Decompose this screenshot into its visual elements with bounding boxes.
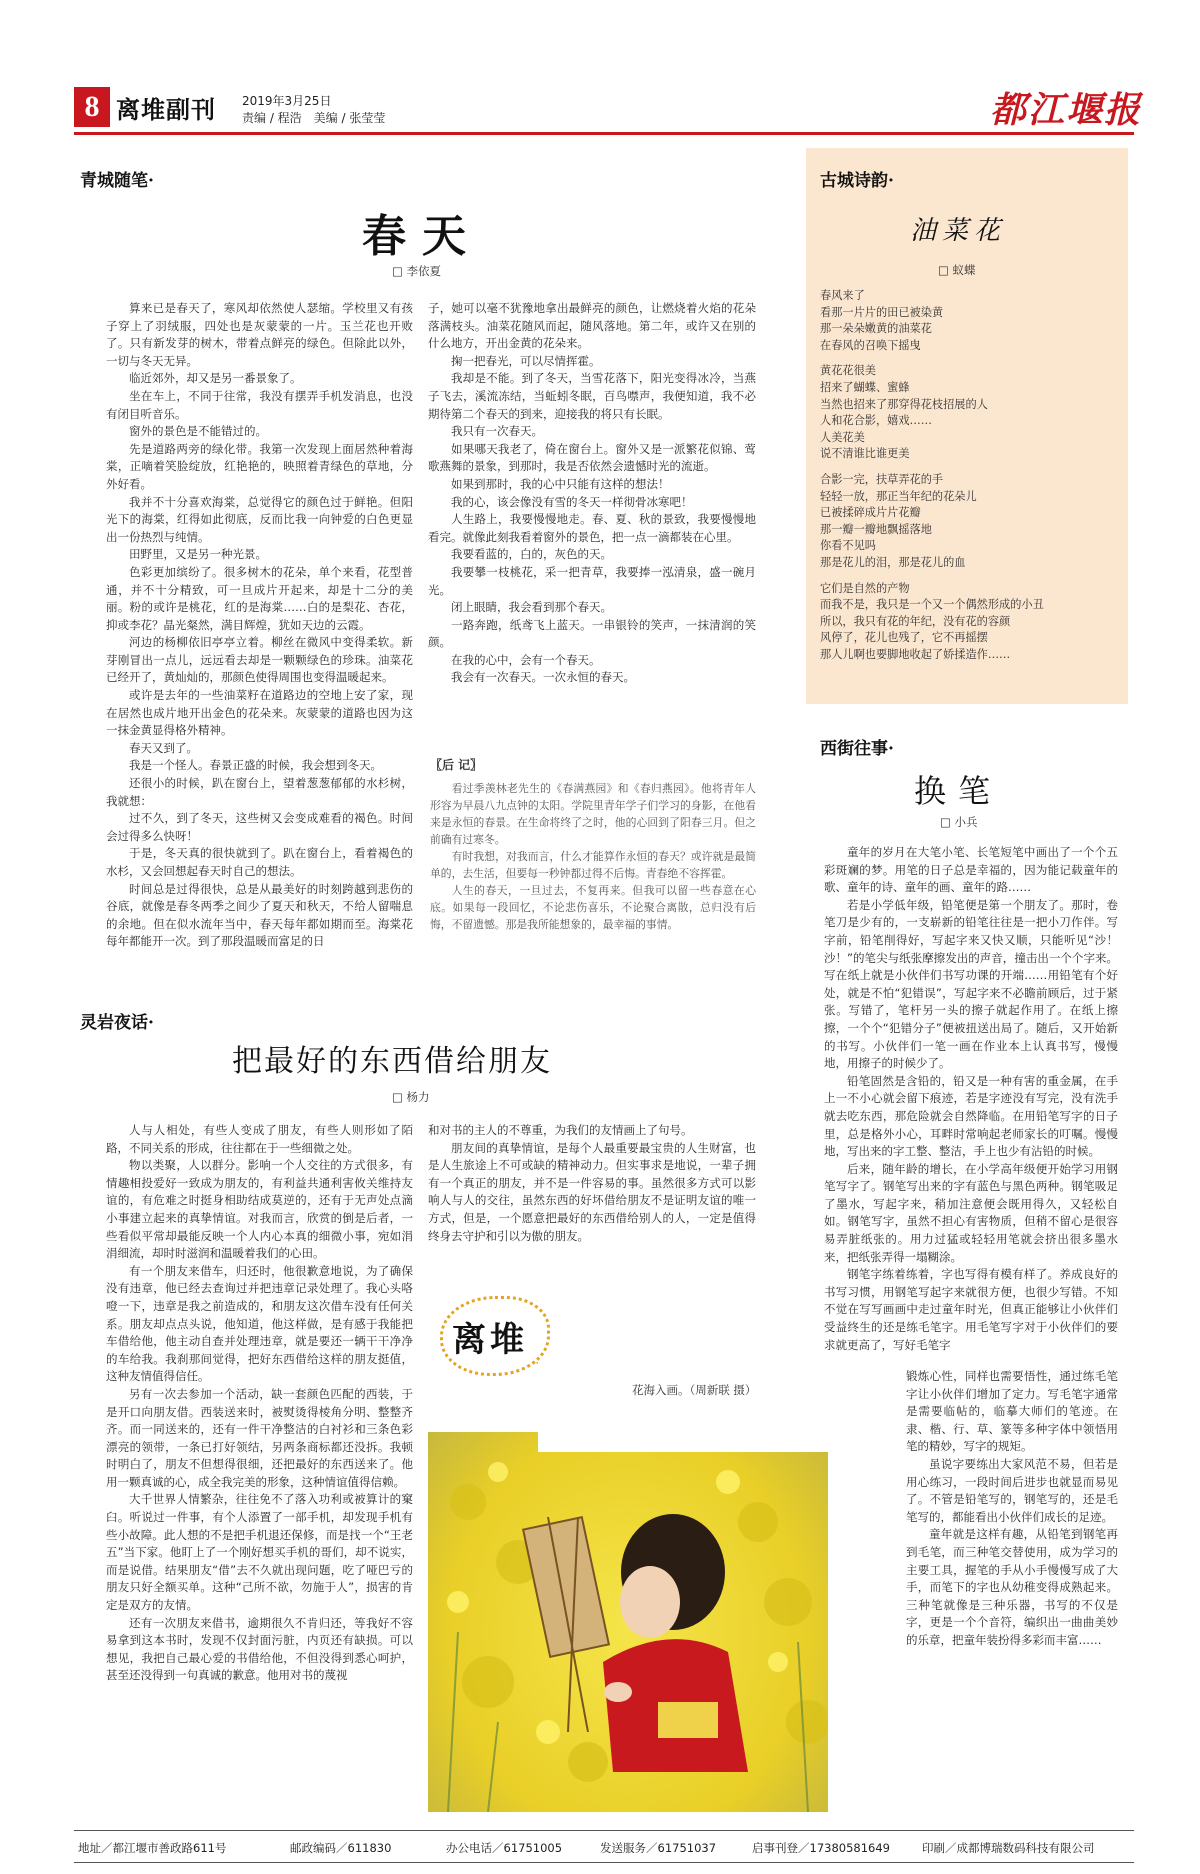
footer-address: 地址／都江堰市善政路611号 [78,1841,227,1855]
header-rule [74,132,1134,135]
postscript-text: 看过季羡林老先生的《春满燕园》和《春归燕园》。他将青年人形容为早晨八九点钟的太阳。学院里青年学子们学习的身影，在他看来是永恒的春景。在生命将终了之时，他的心回到了阳春三月。但之前确有过寒冬。 有时我想，对我而言，什么才能算作永恒的春天？或许就是最简单的，去生活，但要每一秒钟都过得不后悔。青春绝不容挥霍。 人生的春天，一旦过去，不复再来。但我可以留一些春意在心底。如果每一段回忆，不论悲伤喜乐，不论聚合离散，总归没有后悔，不留遗憾。那是我所能想象的，最幸福的事情。 [430,782,756,931]
byline-pen: □ 小兵 [940,815,978,829]
postscript-label: 〖后 记〗 [430,758,483,772]
article-title-spring: 春天 [362,211,482,262]
photo-frame [428,1302,828,1812]
footer-postcode: 邮政编码／611830 [290,1841,392,1855]
footer-rule [74,1830,1134,1831]
photo-title: 离堆 [452,1320,528,1360]
column-tag-gucheng: 古城诗韵· [820,171,894,191]
byline-friend: □ 杨力 [392,1090,430,1104]
column-tag-qingcheng: 青城随笔· [80,171,154,191]
page-number: 8 [74,87,110,127]
article-title-friend: 把最好的东西借给朋友 [232,1044,552,1079]
poem-body: 春风来了 看那一片片的田已被染黄 那一朵朵嫩黄的油菜花 在春风的召唤下摇曳 黄花花很美 招来了蝴蝶、蜜蜂 当然也招来了那穿得花枝招展的人 人和花合影，嬉戏…… 人美花美 说不清谁比谁更美 合影一完，扶草弄花的手 轻轻一放，那正当年纪的花朵儿 已被揉碎成片片花瓣 那一瓣一瓣地飘摇落地 你看不见吗 那是花儿的泪，那是花儿的血 它们是自然的产物 而我不是，我只是一个又一个偶然形成的小丑 所以，我只有花的年纪，没有花的容颜 风停了，花儿也残了，它不再摇摆 那人儿啊也要脚地收起了娇揉造作…… [820,289,1044,661]
footer-office-phone: 办公电话／61751005 [446,1841,563,1855]
byline-poem: □ 蚁蝶 [938,263,976,277]
column-tag-xijie: 西街往事· [820,739,894,759]
article-friend-left: 人与人相处，有些人变成了朋友，有些人则形如了陌路，不同关系的形成，往往都在于一些细微之处。 物以类聚，人以群分。影响一个人交往的方式很多，有情趣相投爱好一致成为朋友的，有利益共通利害攸关维持友谊的，有危难之时挺身相助结成莫逆的，还有于无声处点滴小事建立起来的真挚情谊。对我而言，欣赏的倒是后者，一些看似平常却最能反映一个人内心本真的细微小事，宛如涓涓细流，却时时滋润和温暖着我们的心田。 有一个朋友来借车，归还时，他很歉意地说，为了确保没有违章，他已经去查询过并把违章记录处理了。我心头咯噔一下，违章是我之前造成的，和朋友这次借车没有任何关系。朋友却点点头说，他知道，他这样做，是有感于我能把车借给他，他主动自查并处理违章，就是要还一辆干干净净的车给我。我刹那间觉得，把好东西借给这样的朋友挺值，这种友情值得信任。 另有一次去参加一个活动，缺一套颜色匹配的西装，于是开口向朋友借。西装送来时，被熨烫得棱角分明、整整齐齐。而一同送来的，还有一件干净整洁的白衬衫和三条色彩漂亮的领带，一条已打好领结，另两条商标都还没拆。我顿时明白了，朋友不但想得很细，还把最好的东西送来了。他用一颗真诚的心，成全我完美的形象，这种情谊值得信赖。 大千世界人情繁杂，往往免不了落入功利或被算计的窠臼。听说过一件事，有个人添置了一部手机，却发现手机有些小故障。此人想的不是把手机退还保修，而是找一个“王老五”当下家。他盯上了一个刚好想买手机的哥们，却不说实，而是说借。结果朋友“借”去不久就出现问题，吃了哑巴亏的朋友只好全额买单。这种“己所不欲，勿施于人”，损害的肯定是双方的友情。 还有一次朋友来借书，逾期很久不肯归还，等我好不容易拿到这本书时，发现不仅封面污脏，内页还有缺损。可以想见，我把自己最心爱的书借给他，不但没得到悉心呵护，甚至还没得到一句真诚的歉意。他用对书的蔑视 [106,1123,413,1683]
article-friend-right: 和对书的主人的不尊重，为我们的友情画上了句号。 朋友间的真挚情谊，是每个人最重要最宝贵的人生财富，也是人生旅途上不可或缺的精神动力。但实事求是地说，一辈子拥有一个真正的朋友，并不是一件容易的事。虽然很多方式可以影响人与人的交往，虽然东西的好坏借给朋友不是证明友谊的唯一方式，但是，一个愿意把最好的东西借给别人的人，一定是值得终身去守护和引以为傲的朋友。 [428,1123,756,1243]
editors: 责编 / 程浩 美编 / 张莹莹 [242,111,386,125]
article-title-pen: 换笔 [914,772,1003,810]
issue-date: 2019年3月25日 [242,94,332,108]
footer-bottom-rule [74,1862,1134,1863]
article-spring-left: 算来已是春天了，寒风却依然使人瑟缩。学校里又有孩子穿上了羽绒服，四处也是灰蒙蒙的一片。玉兰花也开败了。只有新发芽的树木，带着点鲜亮的绿色。但除此以外，一切与冬天无异。 临近郊外，却又是另一番景象了。 坐在车上，不同于往常，我没有摆弄手机发消息，也没有闭目听音乐。 窗外的景色是不能错过的。 先是道路两旁的绿化带。我第一次发现上面居然种着海棠，正嘀着笑脸绽放，红艳艳的，映照着青绿色的草地，分外好看。 我并不十分喜欢海棠，总觉得它的颜色过于鲜艳。但阳光下的海棠，红得如此彻底，反而比我一向钟爱的白色更显出一份热烈与纯情。 田野里，又是另一种光景。 色彩更加缤纷了。很多树木的花朵，单个来看，花型普通，并不十分精致，可一旦成片开起来，却是十二分的美丽。粉的或许是桃花，红的是海棠……白的是梨花、杏花，抑或李花？晶光粲然，满目辉煌，犹如天边的云霞。 河边的杨柳依旧亭亭立着。柳丝在微风中变得柔软。新芽刚冒出一点儿，远远看去却是一颗颗绿色的珍珠。油菜花已经开了，黄灿灿的，那颜色使得周围也变得温暖起来。 或许是去年的一些油菜籽在道路边的空地上安了家，现在居然也成片地开出金色的花朵来。灰蒙蒙的道路也因为这一抹金黄显得格外精神。 春天又到了。 我是一个怪人。春景正盛的时候，我会想到冬天。 还很小的时候，趴在窗台上，望着葱葱郁郁的水杉树，我就想： 过不久，到了冬天，这些树又会变成难看的褐色。时间会过得多么快呀！ 于是，冬天真的很快就到了。趴在窗台上，看着褐色的水杉，又会回想起春天时自己的想法。 时间总是过得很快，总是从最美好的时刻跨越到悲伤的谷底，就像是春冬两季之间少了夏天和秋天，不给人留喘息的余地。但在似水流年当中，春天每年都如期而至。海棠花每年都能开一次。到了那段温暖而富足的日 [106,301,413,949]
column-tag-lingyan: 灵岩夜话· [80,1013,154,1033]
poem-title: 油菜花 [910,216,1007,246]
footer-printer: 印刷／成都博瑞数码科技有限公司 [922,1841,1095,1855]
masthead-logo: 都江堰报 [990,89,1143,131]
article-spring-right: 子，她可以毫不犹豫地拿出最鲜亮的颜色，让燃烧着火焰的花朵落满枝头。油菜花随风而起，随风落地。第二年，或许又在别的什么地方，开出金黄的花朵来。 掬一把春光，可以尽情挥霍。 我却是不能。到了冬天，当雪花落下，阳光变得冰冷，当燕子飞去，溪流冻结，当蚯蚓冬眠，百鸟噤声，我便知道，我不必期待第二个春天的到来，迎接我的将只有长眠。 我只有一次春天。 如果哪天我老了，倚在窗台上。窗外又是一派繁花似锦、莺歌燕舞的景象，到那时，我是否依然会遗憾时光的流逝。 如果到那时，我的心中只能有这样的想法！ 我的心，该会像没有雪的冬天一样彻骨冰寒吧！ 人生路上，我要慢慢地走。春、夏、秋的景致，我要慢慢地看完。就像此刻我看着窗外的景色，把一点一滴都装在心里。 我要看蓝的，白的，灰色的天。 我要攀一枝桃花，采一把青草，我要捧一泓清泉，盛一碗月光。 闭上眼睛，我会看到那个春天。 一路奔跑，纸鸢飞上蓝天。一串银铃的笑声，一抹清润的笑颜。 在我的心中，会有一个春天。 我会有一次春天。一次永恒的春天。 [428,301,756,685]
footer-ads: 启事刊登／17380581649 [752,1841,890,1855]
article-pen-bottom: 锻炼心性，同样也需要悟性，通过练毛笔字让小伙伴们增加了定力。写毛笔字通常是需要临帖的，临摹大师们的笔迹。在隶、楷、行、草、篆等多种字体中领悟用笔的精妙，写字的规矩。 虽说字要练出大家风范不易，但若是用心练习，一段时间后进步也就显而易见了。不管是铅笔写的，钢笔写的，还是毛笔写的，都能看出小伙伴们成长的足迹。 童年就是这样有趣，从铅笔到钢笔再到毛笔，而三种笔交替使用，成为学习的主要工具，握笔的手从小手慢慢写成了大手，而笔下的字也从幼稚变得成熟起来。三种笔就像是三种乐器，书写的不仅是字，更是一个个音符，编织出一曲曲美妙的乐章，把童年装扮得多彩而丰富…… [906,1369,1118,1647]
section-name: 离堆副刊 [116,96,216,124]
byline-spring: □ 李依夏 [392,264,442,278]
photo-image [428,1302,828,1812]
footer-distribution: 发送服务／61751037 [600,1841,717,1855]
article-pen-top: 童年的岁月在大笔小笔、长笔短笔中画出了一个个五彩斑斓的梦。用笔的日子总是幸福的，因为能记载童年的歌、童年的诗、童年的画、童年的路…… 若是小学低年级，铅笔便是第一个朋友了。那时，卷笔刀是少有的，一支崭新的铅笔往往是一把小刀作伴。写字前，铅笔削得好，写起字来又快又顺，只能听见“沙！沙！”的笔尖与纸张摩擦发出的声音，撞击出一个个字来。写在纸上就是小伙伴们书写功课的开端……用铅笔有个好处，就是不怕“犯错误”，写起字来不必瞻前顾后，过于紧张。写错了，笔杆另一头的擦子就起作用了。在纸上擦擦，一个个“犯错分子”便被扭送出局了。随后，又开始新的书写。小伙伴们一笔一画在作业本上认真书写，慢慢地，用擦子的时候少了。 铅笔固然是含铅的，铅又是一种有害的重金属，在手上一不小心就会留下痕迹，若是字迹没有写完，没有洗手就去吃东西，那危险就会自然降临。在用铅笔写字的日子里，总是格外小心，耳畔时常响起老师家长的叮嘱。慢慢地，写出来的字工整、整洁，手上也少有沾铅的时候。 后来，随年龄的增长，在小学高年级便开始学习用钢笔写字了。钢笔写出来的字有蓝色与黑色两种。钢笔吸足了墨水，写起字来，稍加注意便会既用得久，又轻松自如。钢笔写字，虽然不担心有害物质，但稍不留心是很容易弄脏纸张的。用力过猛或轻轻用笔就会挤出很多墨水来，把纸张弄得一塌糊涂。 钢笔字练着练着，字也写得有模有样了。养成良好的书写习惯，用钢笔写起字来就很方便，也很少写错。不知不觉在写写画画中走过童年时光，但真正能够让小伙伴们受益终生的还是练毛笔字。用毛笔写字对于小伙伴们的要求就更高了，写好毛笔字 [824,845,1118,1352]
photo-caption: 花海入画。（周新联 摄） [632,1383,757,1397]
